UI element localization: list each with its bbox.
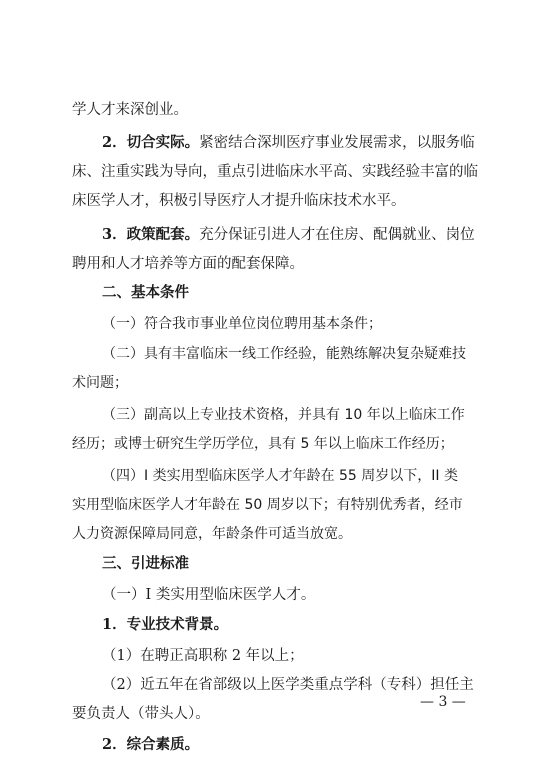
- item-heading: 3．政策配套。: [102, 226, 200, 243]
- text-line: （1）在聘正高职称 2 年以上；: [102, 648, 304, 664]
- text-line: （三）副高以上专业技术资格，并具有 10 年以上临床工作: [102, 407, 465, 423]
- text-line: 要负责人（带头人）。: [72, 706, 210, 722]
- text-line: 人力资源保障局同意，年龄条件可适当放宽。: [72, 526, 352, 542]
- item-text: 充分保证引进人才在住房、配偶就业、岗位: [199, 227, 475, 243]
- text-line: （2）近五年在省部级以上医学类重点学科（专科）担任主: [102, 677, 474, 693]
- text-line: 床、注重实践为导向，重点引进临床水平高、实践经验丰富的临: [72, 164, 478, 180]
- item-heading: 2．切合实际。: [102, 134, 200, 151]
- text-line: （二）具有丰富临床一线工作经验，能熟练解决复杂疑难技: [102, 346, 466, 362]
- section-heading: 二、基本条件: [102, 284, 189, 301]
- text-line: 学人才来深创业。: [72, 102, 188, 118]
- text-line: （一）I 类实用型临床医学人才。: [102, 587, 316, 603]
- text-line: 床医学人才，积极引导医疗人才提升临床技术水平。: [72, 193, 406, 209]
- text-line: （四）I 类实用型临床医学人才年龄在 55 周岁以下，II 类: [102, 468, 459, 484]
- text-line: （一）符合我市事业单位岗位聘用基本条件；: [102, 316, 382, 332]
- item-text: 紧密结合深圳医疗事业发展需求，以服务临: [199, 135, 475, 151]
- text-line: 实用型临床医学人才年龄在 50 周岁以下；有特别优秀者，经市: [72, 497, 463, 513]
- text-line: 经历；或博士研究生学历学位，具有 5 年以上临床工作经历；: [72, 436, 454, 452]
- text-line: [102, 133, 487, 153]
- section-heading: 三、引进标准: [102, 555, 189, 572]
- text-line: 聘用和人才培养等方面的配套保障。: [72, 256, 304, 272]
- text-line: 术问题；: [72, 375, 128, 391]
- page-number: — 3 —: [420, 694, 466, 710]
- item-heading: 1．专业技术背景。: [102, 616, 229, 633]
- text-line: [102, 225, 487, 245]
- item-heading: 2．综合素质。: [102, 736, 200, 753]
